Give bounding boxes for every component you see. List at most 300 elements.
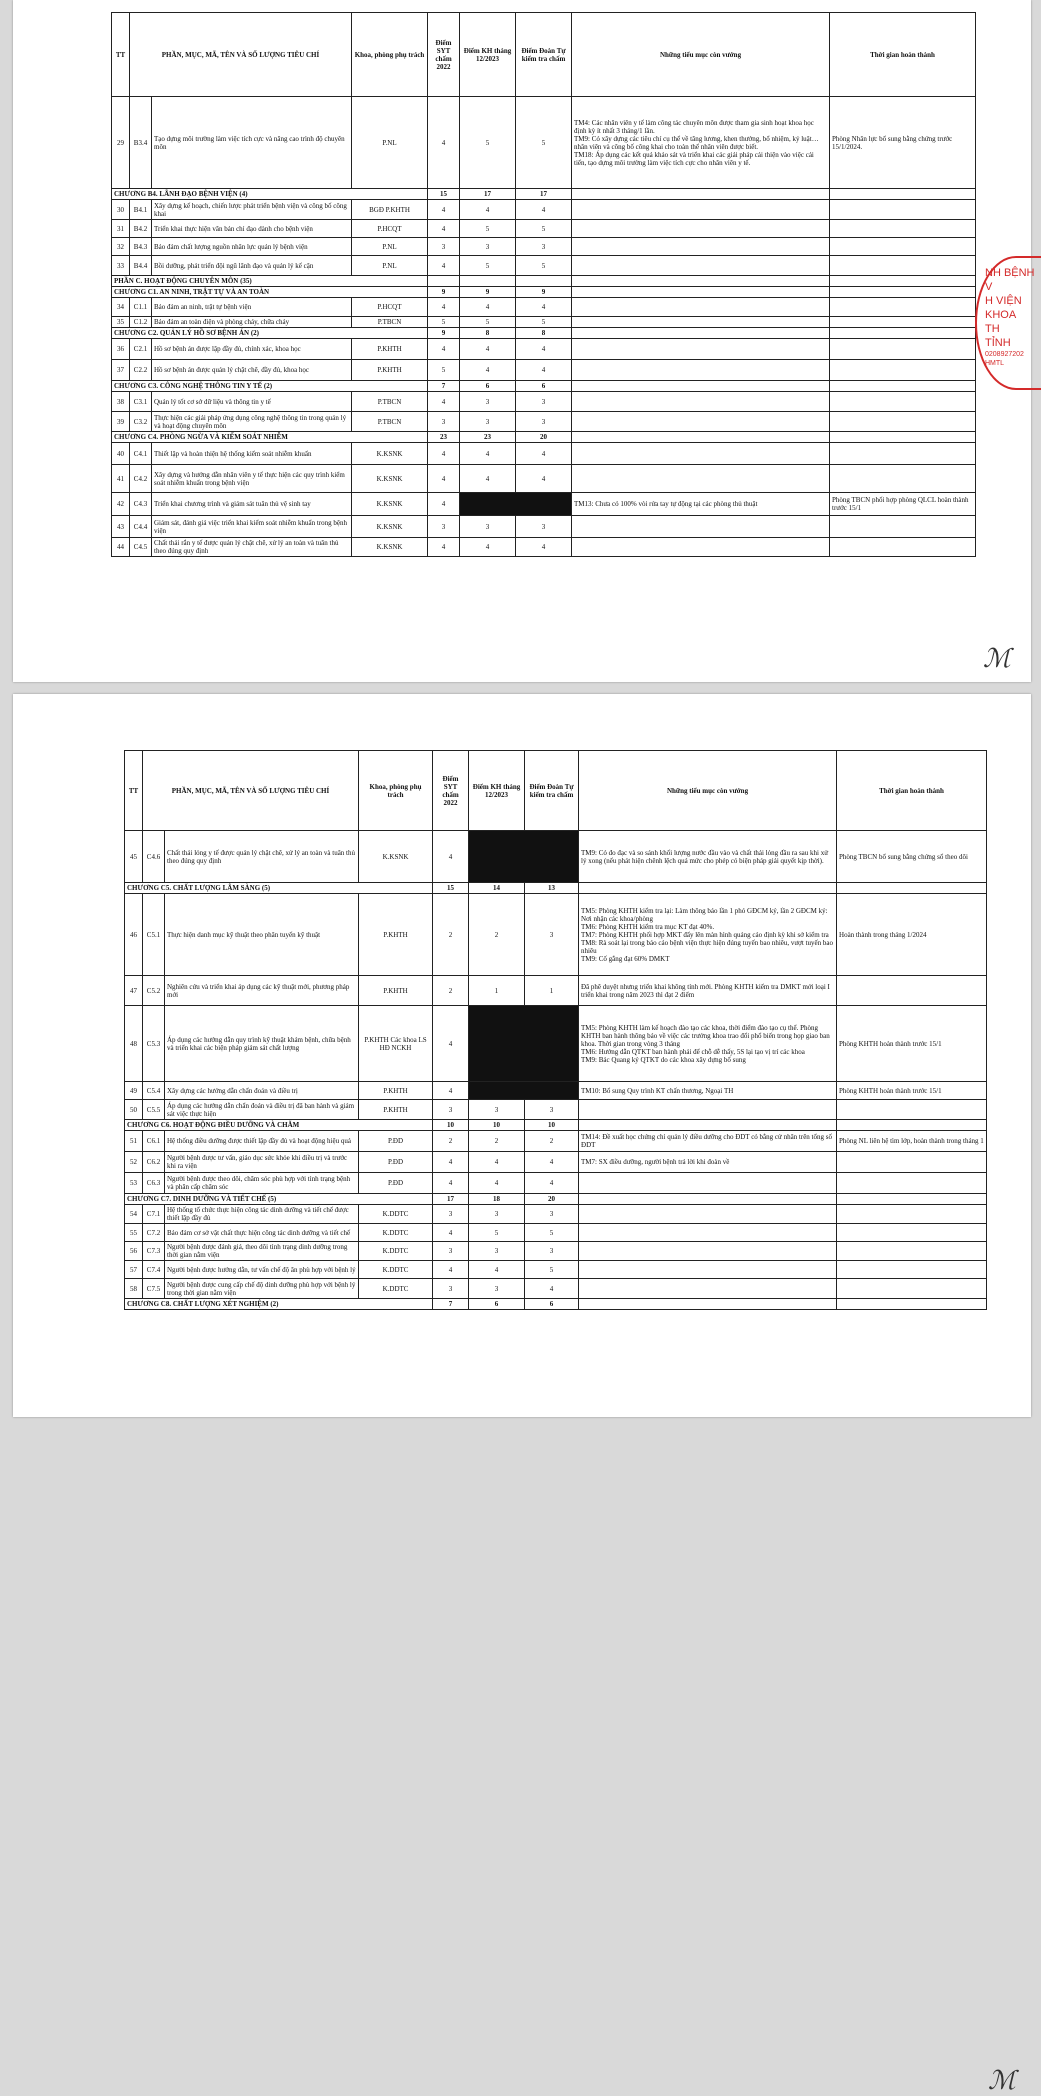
section-dt-total: 9 [516,287,572,298]
row-number: 50 [125,1100,143,1120]
section-deadline [837,883,987,894]
table-row [112,443,976,465]
criterion-name: Bảo đảm an toàn điện và phòng cháy, chữa cháy [152,317,352,328]
table-row [112,200,976,220]
score-kh-12-2023: 4 [469,1152,525,1173]
score-kh-12-2023: 4 [460,339,516,360]
redacted-scores [469,1006,579,1082]
signature-icon: ℳ [983,644,1011,674]
score-syt-2022: 4 [428,200,460,220]
score-syt-2022: 4 [428,298,460,317]
outstanding-issues [572,298,830,317]
table-row [125,1152,987,1173]
row-number: 41 [112,465,130,493]
completion-deadline [830,298,976,317]
criteria-table-page-1 [111,12,976,557]
table-row [112,256,976,276]
criterion-name: Người bệnh được tư vấn, giáo dục sức khỏe khi điều trị và trước khi ra viện [165,1152,359,1173]
header-dt: Điểm Đoàn Tự kiểm tra chấm [525,751,579,831]
criterion-code: C7.4 [143,1261,165,1279]
criterion-name: Người bệnh được cung cấp chế độ dinh dưỡng phù hợp với bệnh lý trong thời gian nằm viện [165,1279,359,1299]
section-kh-total: 9 [460,287,516,298]
row-number: 34 [112,298,130,317]
criterion-name: Áp dụng các hướng dẫn chẩn đoán và điều trị đã ban hành và giám sát việc thực hiện [165,1100,359,1120]
score-team-check: 5 [516,220,572,238]
red-seal-stamp [975,248,1041,398]
completion-deadline [830,200,976,220]
section-row [112,287,976,298]
header-issues: Những tiểu mục còn vướng [572,13,830,97]
score-syt-2022: 4 [433,1224,469,1242]
score-team-check: 4 [516,538,572,557]
criterion-code: C4.4 [130,516,152,538]
completion-deadline [830,465,976,493]
score-syt-2022: 3 [433,1100,469,1120]
responsible-dept: P.HCQT [352,298,428,317]
section-kh-total: 6 [460,381,516,392]
outstanding-issues: TM4: Các nhân viên y tế làm công tác chuyên môn được tham gia sinh hoạt khoa học định kỳ ít nhất 3 tháng/1 lần. TM9: Có xây dựng các tiêu chí cụ thể về tăng lương, khen thưởng, bổ nhiệm, kỷ luật… nhân viên và công bố công khai cho toàn thể nhân viên được biết. TM18: Áp dụng các kết quả khảo sát và triển khai các giải pháp cải thiện vào việc cải tiến, tạo dựng môi trường làm việc tích cực cho nhân viên y tế. [572,97,830,189]
score-syt-2022: 4 [433,1173,469,1194]
outstanding-issues: Đã phê duyệt nhưng triển khai không tính mới. Phòng KHTH kiểm tra DMKT mới loại I triển khai trong năm 2023 thì đạt 2 điểm [579,976,837,1006]
responsible-dept: K.DDTC [359,1242,433,1261]
section-dt-total: 20 [525,1194,579,1205]
score-syt-2022: 4 [428,392,460,412]
completion-deadline [837,1279,987,1299]
responsible-dept: K.KSNK [352,493,428,516]
criterion-name: Xây dựng và hướng dẫn nhân viên y tế thực hiện các quy trình kiểm soát nhiễm khuẩn trong bệnh viện [152,465,352,493]
responsible-dept: P.KHTH [352,360,428,381]
row-number: 35 [112,317,130,328]
score-syt-2022: 4 [433,831,469,883]
criterion-name: Hệ thống tổ chức thực hiện công tác dinh dưỡng và tiết chế được thiết lập đầy đủ [165,1205,359,1224]
criterion-code: C5.1 [143,894,165,976]
table-row [112,465,976,493]
completion-deadline: Phòng KHTH hoàn thành trước 15/1 [837,1082,987,1100]
table-row [125,1242,987,1261]
table-row [112,238,976,256]
score-syt-2022: 3 [428,516,460,538]
completion-deadline [837,1152,987,1173]
section-syt-total [428,276,460,287]
row-number: 57 [125,1261,143,1279]
responsible-dept: K.KSNK [352,443,428,465]
criterion-name: Xây dựng kế hoạch, chiến lược phát triển bệnh viện và công bố công khai [152,200,352,220]
score-team-check: 4 [525,1279,579,1299]
responsible-dept: K.DDTC [359,1205,433,1224]
criterion-code: C4.5 [130,538,152,557]
criterion-code: C4.2 [130,465,152,493]
score-kh-12-2023: 3 [460,392,516,412]
score-kh-12-2023: 5 [460,97,516,189]
section-row [112,328,976,339]
score-team-check: 4 [525,1173,579,1194]
section-dt-total: 20 [516,432,572,443]
section-kh-total [460,276,516,287]
outstanding-issues: TM5: Phòng KHTH kiểm tra lại: Làm thông báo lần 1 phó GĐCM ký, lần 2 GĐCM ký: Nơi nhận các khoa/phòng TM6: Phòng KHTH kiểm tra mục KT đạt 40%. TM7: Phòng KHTH phối hợp MKT đẩy lên màn hình quảng cáo định kỳ khi sở kiểm tra TM8: Rà soát lại trong báo cáo bệnh viện thực hiện đúng tuyến bao nhiêu, vượt tuyến bao nhiêu TM9: Cố gắng đạt 60% DMKT [579,894,837,976]
header-kh: Điểm KH tháng 12/2023 [460,13,516,97]
criterion-code: C6.3 [143,1173,165,1194]
score-syt-2022: 4 [428,465,460,493]
score-kh-12-2023: 4 [460,538,516,557]
section-kh-total: 18 [469,1194,525,1205]
responsible-dept: P.HCQT [352,220,428,238]
score-team-check: 4 [516,443,572,465]
score-team-check: 3 [516,238,572,256]
redacted-scores [469,831,579,883]
responsible-dept: K.KSNK [352,538,428,557]
criterion-name: Thực hiện danh mục kỹ thuật theo phân tuyến kỹ thuật [165,894,359,976]
row-number: 58 [125,1279,143,1299]
criterion-code: B4.4 [130,256,152,276]
section-dt-total: 6 [516,381,572,392]
section-dt-total: 6 [525,1299,579,1310]
score-team-check: 3 [516,412,572,432]
score-syt-2022: 2 [433,976,469,1006]
stamp-text: NH BỆNH V [985,267,1035,293]
stamp-text: KHOA [985,309,1017,321]
criterion-code: C2.2 [130,360,152,381]
responsible-dept: P.NL [352,238,428,256]
table-row [112,538,976,557]
completion-deadline [830,238,976,256]
row-number: 53 [125,1173,143,1194]
header-syt: Điểm SYT chấm 2022 [433,751,469,831]
header-syt: Điểm SYT chấm 2022 [428,13,460,97]
criteria-table-page-2 [124,750,987,1310]
responsible-dept: P.ĐD [359,1173,433,1194]
outstanding-issues [572,238,830,256]
responsible-dept: P.TBCN [352,412,428,432]
score-syt-2022: 5 [428,360,460,381]
criterion-name: Chất thải lỏng y tế được quản lý chặt chẽ, xử lý an toàn và tuân thủ theo đúng quy định [165,831,359,883]
row-number: 39 [112,412,130,432]
score-syt-2022: 3 [433,1205,469,1224]
stamp-text: 0208927202 [985,351,1024,358]
table-row [125,1131,987,1152]
section-issues [572,287,830,298]
score-team-check: 4 [516,360,572,381]
score-kh-12-2023: 4 [460,443,516,465]
table-row [125,894,987,976]
score-kh-12-2023: 3 [460,516,516,538]
completion-deadline [830,412,976,432]
criterion-code: C1.2 [130,317,152,328]
outstanding-issues [579,1279,837,1299]
section-title: PHẦN C. HOẠT ĐỘNG CHUYÊN MÔN (35) [112,276,428,287]
criterion-name: Nghiên cứu và triển khai áp dụng các kỹ thuật mới, phương pháp mới [165,976,359,1006]
section-deadline [830,381,976,392]
header-criteria: PHẦN, MỤC, MÃ, TÊN VÀ SỐ LƯỢNG TIÊU CHÍ [130,13,352,97]
score-syt-2022: 3 [433,1242,469,1261]
criterion-code: C5.5 [143,1100,165,1120]
table-row [112,317,976,328]
section-deadline [830,287,976,298]
criterion-name: Xây dựng các hướng dẫn chẩn đoán và điều trị [165,1082,359,1100]
score-team-check: 5 [525,1224,579,1242]
section-title: CHƯƠNG C4. PHÒNG NGỪA VÀ KIỂM SOÁT NHIỄM [112,432,428,443]
table-row [125,1082,987,1100]
score-team-check: 3 [516,392,572,412]
section-syt-total: 15 [428,189,460,200]
criterion-code: C7.1 [143,1205,165,1224]
score-kh-12-2023: 1 [469,976,525,1006]
completion-deadline [830,256,976,276]
completion-deadline: Hoàn thành trong tháng 1/2024 [837,894,987,976]
outstanding-issues [572,443,830,465]
score-syt-2022: 3 [433,1279,469,1299]
score-kh-12-2023: 3 [469,1242,525,1261]
criterion-name: Chất thải rắn y tế được quản lý chặt chẽ, xử lý an toàn và tuân thủ theo đúng quy định [152,538,352,557]
section-issues [572,189,830,200]
criterion-name: Giám sát, đánh giá việc triển khai kiểm soát nhiễm khuẩn trong bệnh viện [152,516,352,538]
criterion-code: B4.1 [130,200,152,220]
score-kh-12-2023: 4 [460,200,516,220]
criterion-code: B4.2 [130,220,152,238]
responsible-dept: K.KSNK [352,516,428,538]
score-team-check: 5 [525,1261,579,1279]
section-title: CHƯƠNG C6. HOẠT ĐỘNG ĐIỀU DƯỠNG VÀ CHĂM [125,1120,433,1131]
criterion-name: Bảo đảm an ninh, trật tự bệnh viện [152,298,352,317]
criterion-name: Bồi dưỡng, phát triển đội ngũ lãnh đạo và quản lý kế cận [152,256,352,276]
section-title: CHƯƠNG C8. CHẤT LƯỢNG XÉT NGHIỆM (2) [125,1299,433,1310]
score-kh-12-2023: 3 [460,238,516,256]
section-kh-total: 14 [469,883,525,894]
criterion-name: Hồ sơ bệnh án được lập đầy đủ, chính xác, khoa học [152,339,352,360]
score-team-check: 3 [516,516,572,538]
row-number: 52 [125,1152,143,1173]
criterion-code: C4.3 [130,493,152,516]
criterion-name: Triển khai thực hiện văn bản chỉ đạo dành cho bệnh viện [152,220,352,238]
row-number: 44 [112,538,130,557]
row-number: 30 [112,200,130,220]
section-title: CHƯƠNG C5. CHẤT LƯỢNG LÂM SÀNG (5) [125,883,433,894]
score-team-check: 4 [525,1152,579,1173]
score-team-check: 3 [525,1205,579,1224]
outstanding-issues [572,538,830,557]
section-deadline [837,1120,987,1131]
criterion-code: C7.3 [143,1242,165,1261]
section-issues [572,381,830,392]
score-syt-2022: 4 [433,1152,469,1173]
section-syt-total: 7 [433,1299,469,1310]
responsible-dept: P.KHTH [359,976,433,1006]
criterion-code: C4.1 [130,443,152,465]
responsible-dept: P.NL [352,256,428,276]
criterion-name: Hồ sơ bệnh án được quản lý chặt chẽ, đầy đủ, khoa học [152,360,352,381]
score-syt-2022: 4 [428,97,460,189]
outstanding-issues [579,1242,837,1261]
section-kh-total: 23 [460,432,516,443]
table-row [112,339,976,360]
section-row [125,1194,987,1205]
score-kh-12-2023: 3 [460,412,516,432]
score-syt-2022: 4 [433,1261,469,1279]
criterion-name: Hệ thống điều dưỡng được thiết lập đầy đủ và hoạt động hiệu quả [165,1131,359,1152]
completion-deadline [830,220,976,238]
section-dt-total: 8 [516,328,572,339]
table-row [112,412,976,432]
score-syt-2022: 4 [428,220,460,238]
score-kh-12-2023: 4 [460,465,516,493]
score-team-check: 3 [525,894,579,976]
section-kh-total: 8 [460,328,516,339]
responsible-dept: P.ĐD [359,1131,433,1152]
section-title: CHƯƠNG C2. QUẢN LÝ HỒ SƠ BỆNH ÁN (2) [112,328,428,339]
header-tt: TT [112,13,130,97]
table-row [125,1261,987,1279]
section-issues [579,1299,837,1310]
score-syt-2022: 3 [428,412,460,432]
outstanding-issues [572,392,830,412]
completion-deadline: Phòng KHTH hoàn thành trước 15/1 [837,1006,987,1082]
responsible-dept: P.KHTH [359,1082,433,1100]
criterion-name: Thực hiện các giải pháp ứng dụng công nghệ thông tin trong quản lý và hoạt động chuyên môn [152,412,352,432]
completion-deadline [837,1242,987,1261]
score-kh-12-2023: 5 [460,220,516,238]
score-team-check: 3 [525,1242,579,1261]
score-kh-12-2023: 2 [469,894,525,976]
header-criteria: PHẦN, MỤC, MÃ, TÊN VÀ SỐ LƯỢNG TIÊU CHÍ [143,751,359,831]
section-row [112,189,976,200]
row-number: 47 [125,976,143,1006]
section-kh-total: 6 [469,1299,525,1310]
completion-deadline [837,1224,987,1242]
criterion-code: C7.5 [143,1279,165,1299]
section-deadline [837,1299,987,1310]
outstanding-issues: TM7: SX điều dưỡng, người bệnh trả lời khi đoàn về [579,1152,837,1173]
section-row [112,276,976,287]
section-dt-total: 10 [525,1120,579,1131]
responsible-dept: P.KHTH [359,1100,433,1120]
table-row [125,1173,987,1194]
criterion-name: Áp dụng các hướng dẫn quy trình kỹ thuật khám bệnh, chữa bệnh và triển khai các biện pháp giám sát chất lượng [165,1006,359,1082]
score-kh-12-2023: 3 [469,1279,525,1299]
table-row [125,976,987,1006]
criterion-code: C6.1 [143,1131,165,1152]
section-syt-total: 23 [428,432,460,443]
header-issues: Những tiểu mục còn vướng [579,751,837,831]
header-dt: Điểm Đoàn Tự kiểm tra chấm [516,13,572,97]
section-row [125,1120,987,1131]
section-title: CHƯƠNG C1. AN NINH, TRẬT TỰ VÀ AN TOÀN [112,287,428,298]
section-issues [572,328,830,339]
section-issues [572,432,830,443]
criterion-name: Tạo dựng môi trường làm việc tích cực và nâng cao trình độ chuyên môn [152,97,352,189]
completion-deadline [830,317,976,328]
table-header [112,13,976,97]
responsible-dept: P.TBCN [352,392,428,412]
completion-deadline [837,1100,987,1120]
score-syt-2022: 3 [428,238,460,256]
criterion-code: C7.2 [143,1224,165,1242]
score-kh-12-2023: 5 [460,317,516,328]
section-syt-total: 17 [433,1194,469,1205]
outstanding-issues [572,200,830,220]
outstanding-issues: TM5: Phòng KHTH làm kế hoạch đào tạo các khoa, thời điểm đào tạo cụ thể. Phòng KHTH ban hành thông báo về việc các trưởng khoa trao đổi phổ biến trong họp giao ban khoa. Thời gian trong vòng 3 tháng TM6: Hướng dẫn QTKT ban hành phải để chỗ dễ thấy, 5S lại tạo vị trí các khoa TM9: Bác Quang ký QTKT do các khoa xây dựng bổ sung [579,1006,837,1082]
outstanding-issues [572,256,830,276]
table-row [125,1224,987,1242]
header-dept: Khoa, phòng phụ trách [359,751,433,831]
outstanding-issues [579,1224,837,1242]
table-row [125,1205,987,1224]
section-issues [579,1194,837,1205]
section-deadline [830,276,976,287]
completion-deadline [830,443,976,465]
score-kh-12-2023: 4 [460,298,516,317]
section-title: CHƯƠNG C3. CÔNG NGHỆ THÔNG TIN Y TẾ (2) [112,381,428,392]
row-number: 46 [125,894,143,976]
score-syt-2022: 4 [433,1082,469,1100]
section-syt-total: 15 [433,883,469,894]
score-syt-2022: 4 [428,339,460,360]
responsible-dept: K.DDTC [359,1224,433,1242]
row-number: 42 [112,493,130,516]
outstanding-issues [579,1173,837,1194]
page-1 [13,0,1031,682]
stamp-text: H VIỆN [985,295,1022,307]
completion-deadline [837,1173,987,1194]
score-team-check: 3 [525,1100,579,1120]
header-dept: Khoa, phòng phụ trách [352,13,428,97]
table-row [112,493,976,516]
table-header [125,751,987,831]
criterion-code: B4.3 [130,238,152,256]
row-number: 55 [125,1224,143,1242]
completion-deadline [830,516,976,538]
row-number: 32 [112,238,130,256]
score-syt-2022: 4 [428,256,460,276]
criterion-code: C1.1 [130,298,152,317]
criterion-name: Triển khai chương trình và giám sát tuân thủ vệ sinh tay [152,493,352,516]
table-row [125,1279,987,1299]
table-row [112,97,976,189]
table-row [112,516,976,538]
criterion-code: C6.2 [143,1152,165,1173]
table-row [125,1006,987,1082]
header-deadline: Thời gian hoàn thành [830,13,976,97]
row-number: 45 [125,831,143,883]
row-number: 56 [125,1242,143,1261]
section-syt-total: 9 [428,287,460,298]
section-deadline [837,1194,987,1205]
outstanding-issues: TM13: Chưa có 100% vòi rửa tay tự động tại các phòng thủ thuật [572,493,830,516]
row-number: 48 [125,1006,143,1082]
section-issues [579,883,837,894]
outstanding-issues [579,1205,837,1224]
outstanding-issues [572,339,830,360]
table-row [112,220,976,238]
score-kh-12-2023: 2 [469,1131,525,1152]
row-number: 29 [112,97,130,189]
stamp-text: HMTL [985,360,1005,367]
completion-deadline [830,538,976,557]
completion-deadline [837,976,987,1006]
row-number: 36 [112,339,130,360]
criterion-code: C4.6 [143,831,165,883]
criterion-name: Thiết lập và hoàn thiện hệ thống kiểm soát nhiễm khuẩn [152,443,352,465]
criterion-code: C5.4 [143,1082,165,1100]
section-row [112,432,976,443]
score-kh-12-2023: 5 [460,256,516,276]
score-team-check: 2 [525,1131,579,1152]
criterion-code: C2.1 [130,339,152,360]
score-team-check: 4 [516,339,572,360]
responsible-dept: K.DDTC [359,1279,433,1299]
criterion-name: Quản lý tốt cơ sở dữ liệu và thông tin y tế [152,392,352,412]
completion-deadline: Phòng Nhân lực bổ sung bằng chứng trước 15/1/2024. [830,97,976,189]
redacted-scores [469,1082,579,1100]
score-team-check: 4 [516,200,572,220]
